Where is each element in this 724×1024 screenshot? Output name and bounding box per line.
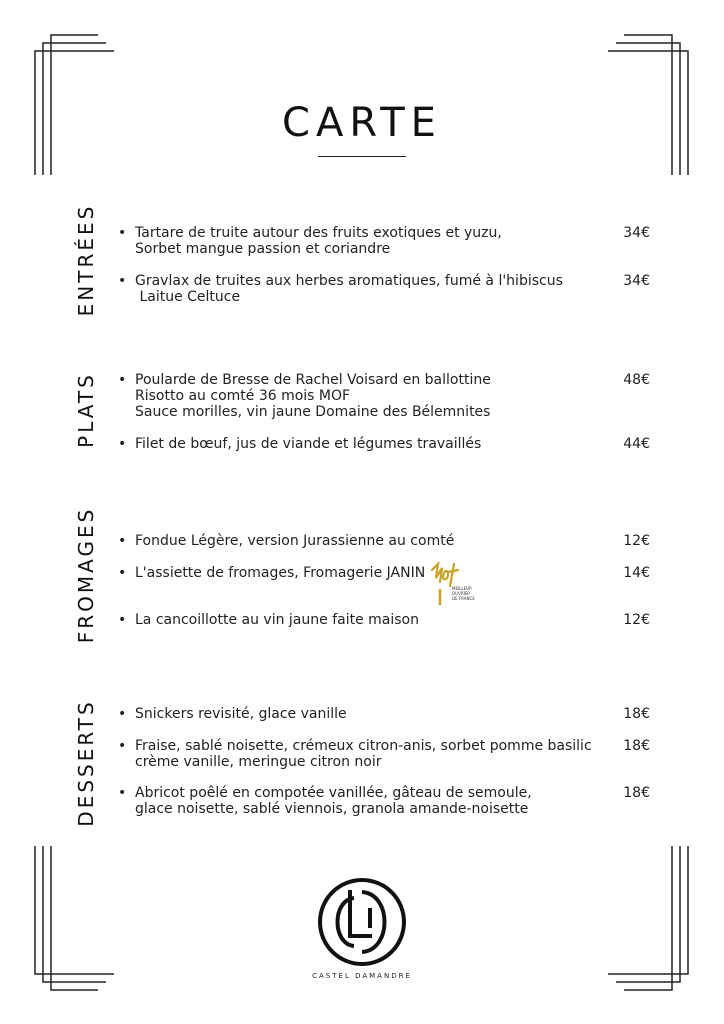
item-price: 34€ [623,273,650,289]
section-label-desserts: DESSERTS [74,699,98,827]
bullet: • [118,738,127,754]
mof-caption-line: MEILLEUR [452,586,472,591]
item-description [135,785,605,817]
item-line: Snickers revisité, glace vanille [135,706,347,722]
item-description [135,706,605,722]
mof-logo [428,560,476,612]
item-price: 14€ [623,565,650,581]
item-description [135,565,605,581]
item-line: Poularde de Bresse de Rachel Voisard en ballottine [135,372,491,388]
brand-logo [0,878,724,972]
item-line: Fraise, sablé noisette, crémeux citron-anis, sorbet pomme basilic [135,738,592,754]
item-price: 18€ [623,738,650,754]
item-description [135,612,605,628]
section-label-plats: PLATS [74,372,98,448]
item-line: L'assiette de fromages, Fromagerie JANIN [135,565,426,581]
bullet: • [118,706,127,722]
item-description [135,225,605,257]
item-description [135,533,605,549]
bullet: • [118,436,127,452]
item-line: Sorbet mangue passion et coriandre [135,241,391,257]
bullet: • [118,372,127,388]
bullet: • [118,273,127,289]
item-price: 34€ [623,225,650,241]
item-line: Risotto au comté 36 mois MOF [135,388,351,404]
item-description [135,273,605,305]
item-price: 48€ [623,372,650,388]
item-line: Gravlax de truites aux herbes aromatiques, fumé à l'hibiscus [135,273,563,289]
bullet: • [118,612,127,628]
item-line: Filet de bœuf, jus de viande et légumes travaillés [135,436,482,452]
item-line: crème vanille, meringue citron noir [135,754,382,770]
item-price: 18€ [623,706,650,722]
item-line: Abricot poêlé en compotée vanillée, gâteau de semoule, [135,785,532,801]
item-line: Tartare de truite autour des fruits exotiques et yuzu, [135,225,502,241]
item-description [135,738,605,770]
mof-caption-line: OUVRIER [452,591,471,596]
bullet: • [118,533,127,549]
title-underline [318,156,406,157]
item-line: La cancoillotte au vin jaune faite maison [135,612,419,628]
item-description [135,436,605,452]
item-line: Laitue Celtuce [135,289,241,305]
mof-caption-line: DE FRANCE [452,596,475,601]
item-price: 12€ [623,533,650,549]
page-title: CARTE [282,100,442,146]
item-price: 44€ [623,436,650,452]
section-label-entrees: ENTRÉES [74,203,98,317]
item-line: glace noisette, sablé viennois, granola amande-noisette [135,801,529,817]
brand-name: CASTEL DAMANDRE [312,972,412,980]
bullet: • [118,785,127,801]
item-line: Sauce morilles, vin jaune Domaine des Bélemnites [135,404,491,420]
section-label-fromages: FROMAGES [74,506,98,644]
item-line: Fondue Légère, version Jurassienne au comté [135,533,455,549]
bullet: • [118,565,127,581]
item-price: 12€ [623,612,650,628]
bullet: • [118,225,127,241]
item-description [135,372,605,420]
item-price: 18€ [623,785,650,801]
